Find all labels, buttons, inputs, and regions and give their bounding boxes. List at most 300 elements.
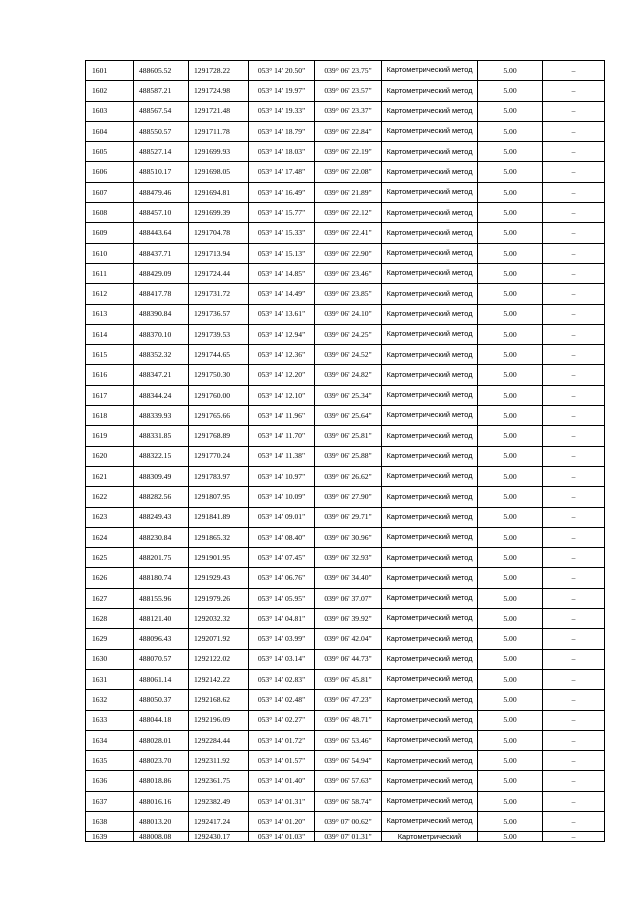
note-cell: – xyxy=(543,385,605,405)
x-coordinate-cell: 488437.71 xyxy=(134,243,189,263)
x-coordinate-cell: 488050.37 xyxy=(134,690,189,710)
y-coordinate-cell: 1291728.22 xyxy=(189,61,249,81)
latitude-cell: 053° 14' 01.40" xyxy=(249,771,315,791)
longitude-cell: 039° 06' 23.57" xyxy=(315,81,382,101)
longitude-cell: 039° 06' 25.88" xyxy=(315,446,382,466)
accuracy-cell: 5.00 xyxy=(478,263,543,283)
latitude-cell: 053° 14' 12.94" xyxy=(249,324,315,344)
x-coordinate-cell: 488070.57 xyxy=(134,649,189,669)
x-coordinate-cell: 488331.85 xyxy=(134,426,189,446)
x-coordinate-cell: 488008.08 xyxy=(134,832,189,842)
longitude-cell: 039° 06' 57.63" xyxy=(315,771,382,791)
x-coordinate-cell: 488016.16 xyxy=(134,791,189,811)
point-number-cell: 1626 xyxy=(86,568,134,588)
note-cell: – xyxy=(543,609,605,629)
note-cell: – xyxy=(543,162,605,182)
note-cell: – xyxy=(543,487,605,507)
table-row xyxy=(86,345,605,365)
latitude-cell: 053° 14' 13.61" xyxy=(249,304,315,324)
latitude-cell: 053° 14' 18.03" xyxy=(249,142,315,162)
y-coordinate-cell: 1291731.72 xyxy=(189,284,249,304)
point-number-cell: 1634 xyxy=(86,730,134,750)
point-number-cell: 1614 xyxy=(86,324,134,344)
y-coordinate-cell: 1292168.62 xyxy=(189,690,249,710)
longitude-cell: 039° 06' 21.89" xyxy=(315,182,382,202)
y-coordinate-cell: 1292142.22 xyxy=(189,669,249,689)
x-coordinate-cell: 488605.52 xyxy=(134,61,189,81)
x-coordinate-cell: 488028.01 xyxy=(134,730,189,750)
longitude-cell: 039° 06' 22.90" xyxy=(315,243,382,263)
accuracy-cell: 5.00 xyxy=(478,284,543,304)
y-coordinate-cell: 1291841.89 xyxy=(189,507,249,527)
point-number-cell: 1631 xyxy=(86,669,134,689)
accuracy-cell: 5.00 xyxy=(478,385,543,405)
latitude-cell: 053° 14' 06.76" xyxy=(249,568,315,588)
table-row xyxy=(86,304,605,324)
point-number-cell: 1630 xyxy=(86,649,134,669)
accuracy-cell: 5.00 xyxy=(478,324,543,344)
note-cell: – xyxy=(543,121,605,141)
point-number-cell: 1629 xyxy=(86,629,134,649)
latitude-cell: 053° 14' 01.57" xyxy=(249,751,315,771)
longitude-cell: 039° 06' 44.73" xyxy=(315,649,382,669)
latitude-cell: 053° 14' 15.77" xyxy=(249,203,315,223)
accuracy-cell: 5.00 xyxy=(478,304,543,324)
x-coordinate-cell: 488550.57 xyxy=(134,121,189,141)
method-cell: Картометрический метод xyxy=(382,223,478,243)
point-number-cell: 1637 xyxy=(86,791,134,811)
table-row xyxy=(86,81,605,101)
accuracy-cell: 5.00 xyxy=(478,203,543,223)
note-cell: – xyxy=(543,629,605,649)
latitude-cell: 053° 14' 11.70" xyxy=(249,426,315,446)
y-coordinate-cell: 1292071.92 xyxy=(189,629,249,649)
x-coordinate-cell: 488390.84 xyxy=(134,304,189,324)
longitude-cell: 039° 06' 42.04" xyxy=(315,629,382,649)
accuracy-cell: 5.00 xyxy=(478,568,543,588)
y-coordinate-cell: 1292122.02 xyxy=(189,649,249,669)
latitude-cell: 053° 14' 15.33" xyxy=(249,223,315,243)
y-coordinate-cell: 1292382.49 xyxy=(189,791,249,811)
note-cell: – xyxy=(543,243,605,263)
table-row xyxy=(86,162,605,182)
method-cell: Картометрический метод xyxy=(382,304,478,324)
method-cell: Картометрический метод xyxy=(382,609,478,629)
method-cell: Картометрический метод xyxy=(382,446,478,466)
y-coordinate-cell: 1291979.26 xyxy=(189,588,249,608)
x-coordinate-cell: 488457.10 xyxy=(134,203,189,223)
point-number-cell: 1619 xyxy=(86,426,134,446)
y-coordinate-cell: 1291929.43 xyxy=(189,568,249,588)
x-coordinate-cell: 488352.32 xyxy=(134,345,189,365)
method-cell: Картометрический метод xyxy=(382,568,478,588)
table-row xyxy=(86,426,605,446)
table-row xyxy=(86,629,605,649)
latitude-cell: 053° 14' 19.33" xyxy=(249,101,315,121)
note-cell: – xyxy=(543,466,605,486)
latitude-cell: 053° 14' 07.45" xyxy=(249,548,315,568)
table-row xyxy=(86,365,605,385)
method-cell: Картометрический метод xyxy=(382,406,478,426)
table-row xyxy=(86,182,605,202)
accuracy-cell: 5.00 xyxy=(478,81,543,101)
method-cell: Картометрический метод xyxy=(382,487,478,507)
y-coordinate-cell: 1291721.48 xyxy=(189,101,249,121)
method-cell: Картометрический метод xyxy=(382,669,478,689)
accuracy-cell: 5.00 xyxy=(478,61,543,81)
note-cell: – xyxy=(543,284,605,304)
x-coordinate-cell: 488230.84 xyxy=(134,527,189,547)
table-row xyxy=(86,243,605,263)
latitude-cell: 053° 14' 17.48" xyxy=(249,162,315,182)
point-number-cell: 1624 xyxy=(86,527,134,547)
note-cell: – xyxy=(543,263,605,283)
longitude-cell: 039° 06' 24.82" xyxy=(315,365,382,385)
accuracy-cell: 5.00 xyxy=(478,548,543,568)
x-coordinate-cell: 488121.40 xyxy=(134,609,189,629)
table-row xyxy=(86,690,605,710)
x-coordinate-cell: 488013.20 xyxy=(134,811,189,831)
accuracy-cell: 5.00 xyxy=(478,811,543,831)
table-row xyxy=(86,101,605,121)
y-coordinate-cell: 1292417.24 xyxy=(189,811,249,831)
point-number-cell: 1622 xyxy=(86,487,134,507)
point-number-cell: 1627 xyxy=(86,588,134,608)
accuracy-cell: 5.00 xyxy=(478,162,543,182)
longitude-cell: 039° 06' 23.75" xyxy=(315,61,382,81)
latitude-cell: 053° 14' 10.09" xyxy=(249,487,315,507)
point-number-cell: 1603 xyxy=(86,101,134,121)
latitude-cell: 053° 14' 12.10" xyxy=(249,385,315,405)
point-number-cell: 1607 xyxy=(86,182,134,202)
method-cell: Картометрический метод xyxy=(382,507,478,527)
latitude-cell: 053° 14' 14.49" xyxy=(249,284,315,304)
longitude-cell: 039° 06' 22.41" xyxy=(315,223,382,243)
method-cell: Картометрический метод xyxy=(382,203,478,223)
method-cell: Картометрический метод xyxy=(382,243,478,263)
method-cell: Картометрический метод xyxy=(382,690,478,710)
accuracy-cell: 5.00 xyxy=(478,791,543,811)
point-number-cell: 1613 xyxy=(86,304,134,324)
note-cell: – xyxy=(543,223,605,243)
latitude-cell: 053° 14' 05.95" xyxy=(249,588,315,608)
note-cell: – xyxy=(543,365,605,385)
note-cell: – xyxy=(543,669,605,689)
longitude-cell: 039° 06' 24.52" xyxy=(315,345,382,365)
point-number-cell: 1639 xyxy=(86,832,134,842)
latitude-cell: 053° 14' 02.83" xyxy=(249,669,315,689)
longitude-cell: 039° 06' 48.71" xyxy=(315,710,382,730)
table-row xyxy=(86,406,605,426)
longitude-cell: 039° 06' 23.85" xyxy=(315,284,382,304)
method-cell: Картометрический метод xyxy=(382,101,478,121)
method-cell: Картометрический метод xyxy=(382,771,478,791)
x-coordinate-cell: 488201.75 xyxy=(134,548,189,568)
method-cell: Картометрический метод xyxy=(382,81,478,101)
table-row xyxy=(86,263,605,283)
note-cell: – xyxy=(543,61,605,81)
accuracy-cell: 5.00 xyxy=(478,365,543,385)
note-cell: – xyxy=(543,568,605,588)
y-coordinate-cell: 1291704.78 xyxy=(189,223,249,243)
accuracy-cell: 5.00 xyxy=(478,507,543,527)
accuracy-cell: 5.00 xyxy=(478,669,543,689)
method-cell: Картометрический метод xyxy=(382,385,478,405)
method-cell: Картометрический метод xyxy=(382,263,478,283)
accuracy-cell: 5.00 xyxy=(478,832,543,842)
y-coordinate-cell: 1291807.95 xyxy=(189,487,249,507)
method-cell: Картометрический xyxy=(382,832,478,842)
latitude-cell: 053° 14' 11.96" xyxy=(249,406,315,426)
longitude-cell: 039° 06' 22.84" xyxy=(315,121,382,141)
method-cell: Картометрический метод xyxy=(382,121,478,141)
point-number-cell: 1635 xyxy=(86,751,134,771)
accuracy-cell: 5.00 xyxy=(478,142,543,162)
table-row xyxy=(86,223,605,243)
y-coordinate-cell: 1291768.89 xyxy=(189,426,249,446)
table-row xyxy=(86,487,605,507)
table-row xyxy=(86,751,605,771)
longitude-cell: 039° 06' 23.46" xyxy=(315,263,382,283)
accuracy-cell: 5.00 xyxy=(478,345,543,365)
note-cell: – xyxy=(543,751,605,771)
x-coordinate-cell: 488567.54 xyxy=(134,101,189,121)
method-cell: Картометрический метод xyxy=(382,629,478,649)
longitude-cell: 039° 06' 25.81" xyxy=(315,426,382,446)
accuracy-cell: 5.00 xyxy=(478,182,543,202)
longitude-cell: 039° 06' 24.10" xyxy=(315,304,382,324)
method-cell: Картометрический метод xyxy=(382,710,478,730)
method-cell: Картометрический метод xyxy=(382,811,478,831)
point-number-cell: 1612 xyxy=(86,284,134,304)
point-number-cell: 1601 xyxy=(86,61,134,81)
table-row xyxy=(86,142,605,162)
note-cell: – xyxy=(543,406,605,426)
note-cell: – xyxy=(543,345,605,365)
x-coordinate-cell: 488417.78 xyxy=(134,284,189,304)
point-number-cell: 1621 xyxy=(86,466,134,486)
method-cell: Картометрический метод xyxy=(382,791,478,811)
method-cell: Картометрический метод xyxy=(382,61,478,81)
note-cell: – xyxy=(543,730,605,750)
latitude-cell: 053° 14' 10.97" xyxy=(249,466,315,486)
point-number-cell: 1628 xyxy=(86,609,134,629)
latitude-cell: 053° 14' 08.40" xyxy=(249,527,315,547)
accuracy-cell: 5.00 xyxy=(478,609,543,629)
table-row xyxy=(86,811,605,831)
latitude-cell: 053° 14' 15.13" xyxy=(249,243,315,263)
longitude-cell: 039° 06' 22.08" xyxy=(315,162,382,182)
note-cell: – xyxy=(543,81,605,101)
latitude-cell: 053° 14' 20.50" xyxy=(249,61,315,81)
y-coordinate-cell: 1291760.00 xyxy=(189,385,249,405)
method-cell: Картометрический метод xyxy=(382,649,478,669)
longitude-cell: 039° 06' 58.74" xyxy=(315,791,382,811)
method-cell: Картометрический метод xyxy=(382,284,478,304)
accuracy-cell: 5.00 xyxy=(478,406,543,426)
accuracy-cell: 5.00 xyxy=(478,487,543,507)
y-coordinate-cell: 1291713.94 xyxy=(189,243,249,263)
x-coordinate-cell: 488282.56 xyxy=(134,487,189,507)
latitude-cell: 053° 14' 01.31" xyxy=(249,791,315,811)
y-coordinate-cell: 1292361.75 xyxy=(189,771,249,791)
note-cell: – xyxy=(543,791,605,811)
x-coordinate-cell: 488309.49 xyxy=(134,466,189,486)
x-coordinate-cell: 488061.14 xyxy=(134,669,189,689)
point-number-cell: 1611 xyxy=(86,263,134,283)
longitude-cell: 039° 07' 01.31" xyxy=(315,832,382,842)
x-coordinate-cell: 488347.21 xyxy=(134,365,189,385)
longitude-cell: 039° 06' 37.07" xyxy=(315,588,382,608)
method-cell: Картометрический метод xyxy=(382,162,478,182)
y-coordinate-cell: 1291901.95 xyxy=(189,548,249,568)
table-row xyxy=(86,446,605,466)
point-number-cell: 1604 xyxy=(86,121,134,141)
note-cell: – xyxy=(543,142,605,162)
method-cell: Картометрический метод xyxy=(382,730,478,750)
point-number-cell: 1632 xyxy=(86,690,134,710)
longitude-cell: 039° 06' 47.23" xyxy=(315,690,382,710)
method-cell: Картометрический метод xyxy=(382,527,478,547)
note-cell: – xyxy=(543,832,605,842)
latitude-cell: 053° 14' 02.48" xyxy=(249,690,315,710)
y-coordinate-cell: 1291699.39 xyxy=(189,203,249,223)
y-coordinate-cell: 1291865.32 xyxy=(189,527,249,547)
table-row xyxy=(86,121,605,141)
longitude-cell: 039° 06' 25.64" xyxy=(315,406,382,426)
y-coordinate-cell: 1292032.32 xyxy=(189,609,249,629)
longitude-cell: 039° 07' 00.62" xyxy=(315,811,382,831)
x-coordinate-cell: 488023.70 xyxy=(134,751,189,771)
y-coordinate-cell: 1291724.98 xyxy=(189,81,249,101)
point-number-cell: 1616 xyxy=(86,365,134,385)
latitude-cell: 053° 14' 12.36" xyxy=(249,345,315,365)
method-cell: Картометрический метод xyxy=(382,426,478,446)
accuracy-cell: 5.00 xyxy=(478,243,543,263)
method-cell: Картометрический метод xyxy=(382,588,478,608)
accuracy-cell: 5.00 xyxy=(478,527,543,547)
x-coordinate-cell: 488180.74 xyxy=(134,568,189,588)
longitude-cell: 039° 06' 29.71" xyxy=(315,507,382,527)
x-coordinate-cell: 488018.86 xyxy=(134,771,189,791)
table-row xyxy=(86,284,605,304)
y-coordinate-cell: 1291724.44 xyxy=(189,263,249,283)
longitude-cell: 039° 06' 25.34" xyxy=(315,385,382,405)
table-row xyxy=(86,548,605,568)
x-coordinate-cell: 488370.10 xyxy=(134,324,189,344)
longitude-cell: 039° 06' 32.93" xyxy=(315,548,382,568)
table-row xyxy=(86,568,605,588)
point-number-cell: 1617 xyxy=(86,385,134,405)
y-coordinate-cell: 1291744.65 xyxy=(189,345,249,365)
y-coordinate-cell: 1291783.97 xyxy=(189,466,249,486)
y-coordinate-cell: 1291765.66 xyxy=(189,406,249,426)
x-coordinate-cell: 488249.43 xyxy=(134,507,189,527)
y-coordinate-cell: 1291736.57 xyxy=(189,304,249,324)
point-number-cell: 1602 xyxy=(86,81,134,101)
latitude-cell: 053° 14' 14.85" xyxy=(249,263,315,283)
longitude-cell: 039° 06' 22.19" xyxy=(315,142,382,162)
y-coordinate-cell: 1292284.44 xyxy=(189,730,249,750)
x-coordinate-cell: 488096.43 xyxy=(134,629,189,649)
point-number-cell: 1605 xyxy=(86,142,134,162)
point-number-cell: 1610 xyxy=(86,243,134,263)
y-coordinate-cell: 1291750.30 xyxy=(189,365,249,385)
table-row xyxy=(86,791,605,811)
y-coordinate-cell: 1291694.81 xyxy=(189,182,249,202)
method-cell: Картометрический метод xyxy=(382,466,478,486)
table-row xyxy=(86,588,605,608)
note-cell: – xyxy=(543,507,605,527)
longitude-cell: 039° 06' 54.94" xyxy=(315,751,382,771)
accuracy-cell: 5.00 xyxy=(478,690,543,710)
latitude-cell: 053° 14' 01.03" xyxy=(249,832,315,842)
note-cell: – xyxy=(543,182,605,202)
latitude-cell: 053° 14' 04.81" xyxy=(249,609,315,629)
accuracy-cell: 5.00 xyxy=(478,710,543,730)
point-number-cell: 1623 xyxy=(86,507,134,527)
accuracy-cell: 5.00 xyxy=(478,629,543,649)
note-cell: – xyxy=(543,771,605,791)
method-cell: Картометрический метод xyxy=(382,548,478,568)
x-coordinate-cell: 488322.15 xyxy=(134,446,189,466)
x-coordinate-cell: 488527.14 xyxy=(134,142,189,162)
note-cell: – xyxy=(543,203,605,223)
coordinates-table xyxy=(85,60,605,842)
longitude-cell: 039° 06' 24.25" xyxy=(315,324,382,344)
latitude-cell: 053° 14' 03.14" xyxy=(249,649,315,669)
coordinates-table-sheet xyxy=(85,60,604,842)
latitude-cell: 053° 14' 12.20" xyxy=(249,365,315,385)
x-coordinate-cell: 488587.21 xyxy=(134,81,189,101)
table-row xyxy=(86,527,605,547)
latitude-cell: 053° 14' 16.49" xyxy=(249,182,315,202)
x-coordinate-cell: 488339.93 xyxy=(134,406,189,426)
point-number-cell: 1620 xyxy=(86,446,134,466)
note-cell: – xyxy=(543,548,605,568)
y-coordinate-cell: 1291699.93 xyxy=(189,142,249,162)
note-cell: – xyxy=(543,304,605,324)
accuracy-cell: 5.00 xyxy=(478,101,543,121)
longitude-cell: 039° 06' 23.37" xyxy=(315,101,382,121)
table-row xyxy=(86,710,605,730)
longitude-cell: 039° 06' 34.40" xyxy=(315,568,382,588)
point-number-cell: 1638 xyxy=(86,811,134,831)
method-cell: Картометрический метод xyxy=(382,345,478,365)
x-coordinate-cell: 488044.18 xyxy=(134,710,189,730)
y-coordinate-cell: 1292196.09 xyxy=(189,710,249,730)
point-number-cell: 1606 xyxy=(86,162,134,182)
latitude-cell: 053° 14' 02.27" xyxy=(249,710,315,730)
point-number-cell: 1636 xyxy=(86,771,134,791)
latitude-cell: 053° 14' 11.38" xyxy=(249,446,315,466)
y-coordinate-cell: 1291711.78 xyxy=(189,121,249,141)
table-row xyxy=(86,507,605,527)
note-cell: – xyxy=(543,324,605,344)
point-number-cell: 1615 xyxy=(86,345,134,365)
accuracy-cell: 5.00 xyxy=(478,446,543,466)
accuracy-cell: 5.00 xyxy=(478,730,543,750)
point-number-cell: 1608 xyxy=(86,203,134,223)
point-number-cell: 1633 xyxy=(86,710,134,730)
x-coordinate-cell: 488155.96 xyxy=(134,588,189,608)
note-cell: – xyxy=(543,527,605,547)
table-row xyxy=(86,61,605,81)
longitude-cell: 039° 06' 27.90" xyxy=(315,487,382,507)
point-number-cell: 1609 xyxy=(86,223,134,243)
longitude-cell: 039° 06' 30.96" xyxy=(315,527,382,547)
method-cell: Картометрический метод xyxy=(382,365,478,385)
